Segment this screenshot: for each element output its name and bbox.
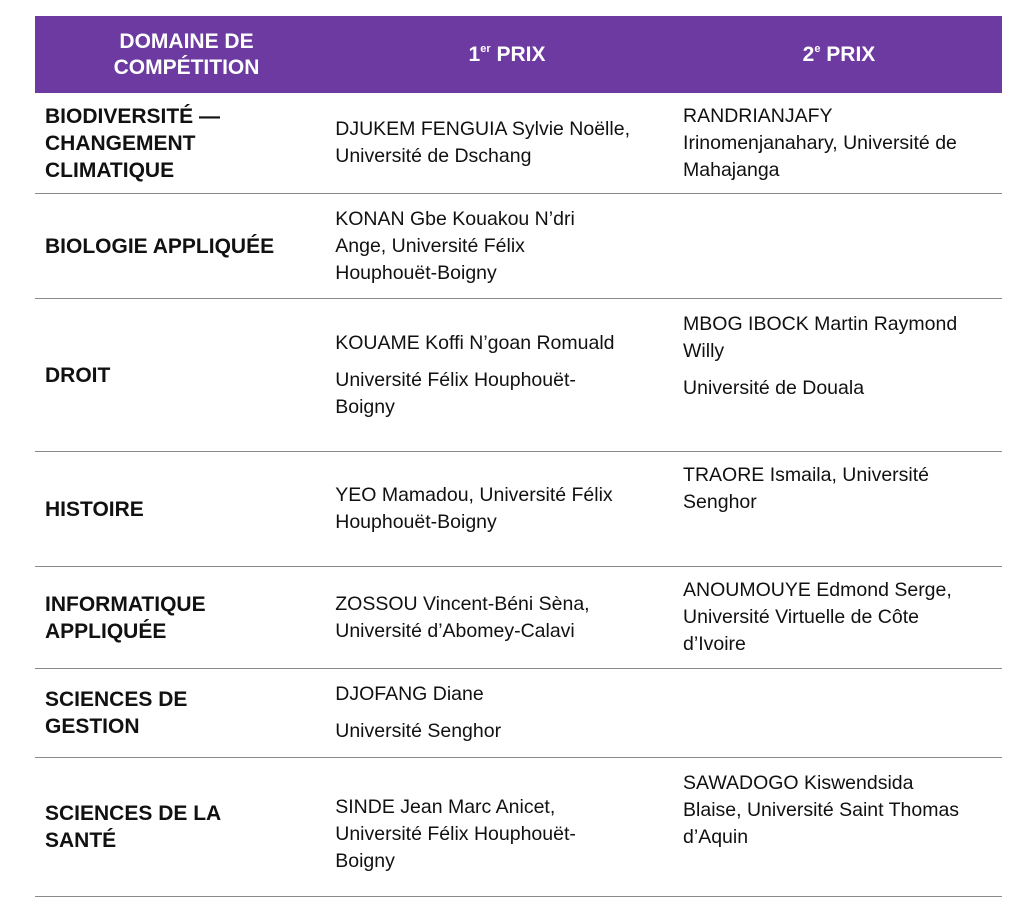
second-prize-cell: RANDRIANJAFY Irinomenjanahary, Université de Mahajanga: [683, 104, 957, 181]
table-row: [35, 452, 1002, 567]
header-domain: [35, 29, 338, 81]
table-row: [35, 194, 1002, 299]
header-first-prize: 1er PRIX: [468, 42, 546, 66]
header-domain-line1: DOMAINE DE: [119, 29, 254, 53]
first-prize-cell: KOUAME Koffi N’goan Romuald Université Félix Houphouët- Boigny: [335, 331, 615, 418]
table-row: [35, 299, 1002, 452]
first-prize-cell: ZOSSOU Vincent-Béni Sèna, Université d’Abomey-Calavi: [335, 592, 590, 642]
table-row: [35, 93, 1002, 194]
domain-cell: BIOLOGIE APPLIQUÉE: [45, 234, 275, 258]
table-row: [35, 669, 1002, 758]
domain-cell: INFORMATIQUE APPLIQUÉE: [45, 592, 206, 643]
first-prize-cell: DJUKEM FENGUIA Sylvie Noëlle, Université de Dschang: [335, 118, 630, 167]
domain-cell: BIODIVERSITÉ — CHANGEMENT CLIMATIQUE: [45, 104, 221, 182]
first-prize-cell: SINDE Jean Marc Anicet, Université Félix Houphouët- Boigny: [335, 795, 576, 872]
second-prize-cell: TRAORE Ismaila, Université Senghor: [683, 464, 929, 513]
table-row: [35, 758, 1002, 897]
awards-table: [35, 16, 1002, 897]
first-prize-cell: KONAN Gbe Kouakou N’dri Ange, Université Félix Houphouët-Boigny: [335, 207, 575, 284]
header-domain-line2: COMPÉTITION: [113, 55, 260, 79]
domain-cell: DROIT: [45, 363, 111, 387]
first-prize-cell: DJOFANG Diane Université Senghor: [335, 683, 502, 742]
table-row: [35, 567, 1002, 669]
domain-cell: SCIENCES DE LA SANTÉ: [45, 802, 222, 852]
domain-cell: SCIENCES DE GESTION: [45, 688, 188, 738]
header-second-prize: 2e PRIX: [802, 42, 876, 66]
table-header: [35, 16, 1002, 93]
second-prize-cell: ANOUMOUYE Edmond Serge, Université Virtuelle de Côte d’Ivoire: [683, 579, 952, 655]
second-prize-cell: SAWADOGO Kiswendsida Blaise, Université Saint Thomas d’Aquin: [683, 772, 960, 848]
domain-cell: HISTOIRE: [45, 497, 144, 521]
first-prize-cell: YEO Mamadou, Université Félix Houphouët-Boigny: [335, 484, 613, 533]
second-prize-cell: MBOG IBOCK Martin Raymond Willy Université de Douala: [683, 313, 958, 399]
